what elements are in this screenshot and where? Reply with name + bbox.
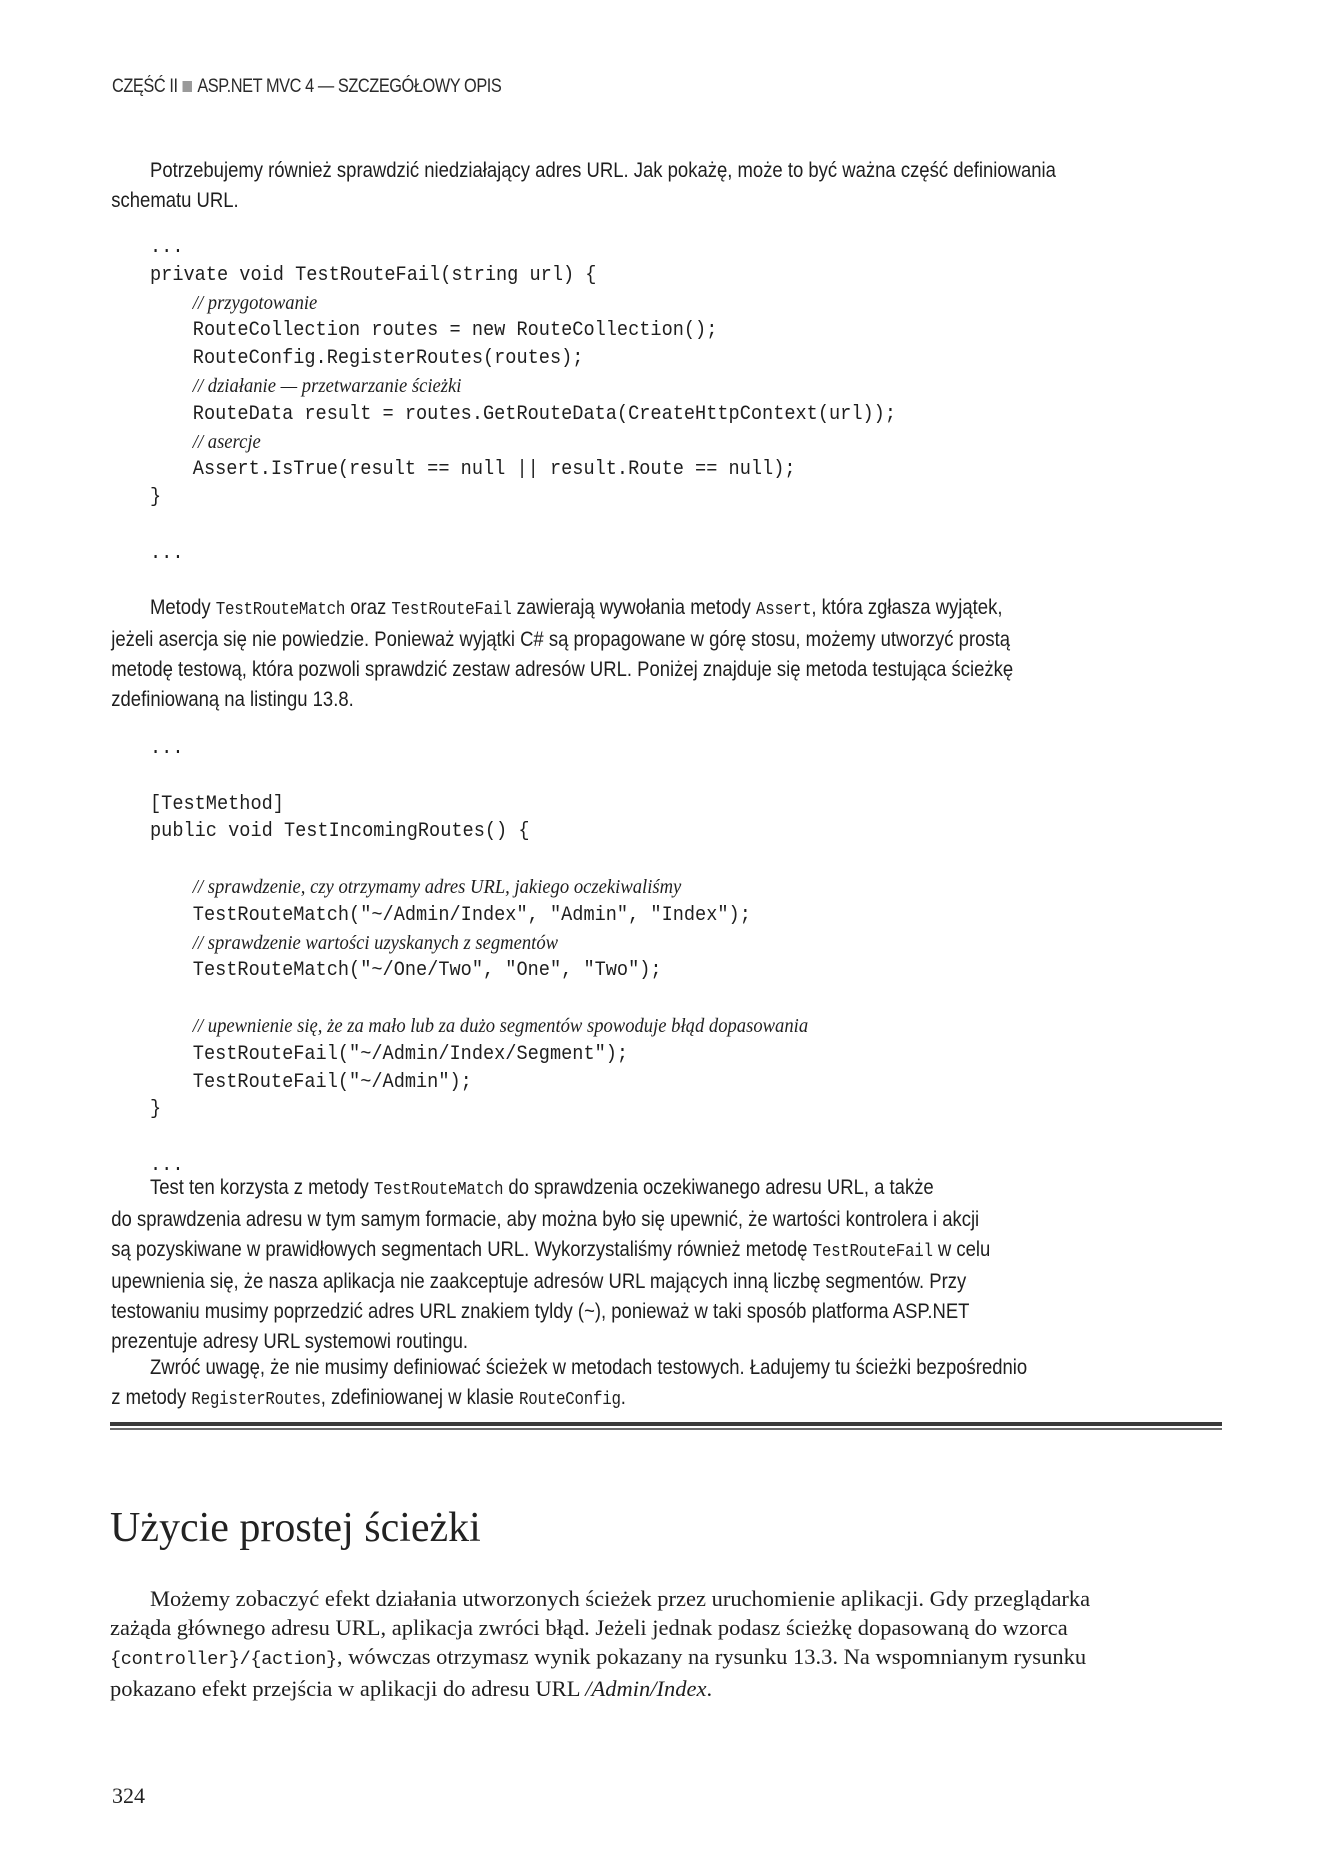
paragraph-intro [111, 156, 1180, 216]
inline-code: Assert [755, 600, 812, 620]
text-line: schematu URL. [111, 189, 239, 212]
section-divider-thin [110, 1428, 1222, 1430]
code-line: TestRouteMatch("~/One/Two", "One", "Two"); [192, 959, 662, 983]
code-comment: // przygotowanie [192, 291, 318, 314]
code-comment: // sprawdzenie, czy otrzymamy adres URL, jakiego oczekiwaliśmy [192, 875, 682, 898]
running-head-title: ASP.NET MVC 4 — SZCZEGÓŁOWY OPIS [197, 76, 502, 97]
text-line: Zwróć uwagę, że nie musimy definiować ścieżek w metodach testowych. Ładujemy tu ścieżki bezpośrednio [150, 1356, 1028, 1379]
code-line: [TestMethod] [150, 792, 284, 816]
italic-url: /Admin/Index [585, 1676, 707, 1701]
paragraph-test-explanation [111, 1173, 1180, 1357]
code-comment: // sprawdzenie wartości uzyskanych z segmentów [192, 931, 559, 954]
code-comment: // działanie — przetwarzanie ścieżki [192, 374, 462, 397]
paragraph-simple-route [110, 1584, 1230, 1703]
code-line: ... [150, 236, 184, 259]
code-line: public void TestIncomingRoutes() { [150, 820, 530, 844]
code-block-testroutefail [150, 234, 896, 568]
code-line: ... [150, 541, 184, 565]
square-bullet-icon [183, 81, 192, 92]
code-line: ... [150, 1153, 184, 1177]
text-line: zdefiniowaną na listingu 13.8. [111, 688, 354, 711]
section-title: Użycie prostej ścieżki [110, 1505, 481, 1551]
inline-code: TestRouteFail [391, 600, 512, 620]
code-line: } [150, 486, 162, 510]
inline-code: RegisterRoutes [191, 1390, 321, 1410]
text-line: zażąda głównego adresu URL, aplikacja zwróci błąd. Jeżeli jednak podasz ścieżkę dopasowaną do wzorca [110, 1615, 1068, 1640]
text-line: upewnienia się, że nasza aplikacja nie zaakceptuje adresów URL mających inną liczbę segmentów. Przy [111, 1270, 967, 1293]
text-line: jeżeli asercja się nie powiedzie. Ponieważ wyjątki C# są propagowane w górę stosu, możemy utworzyć prostą [111, 628, 1011, 651]
running-head [112, 76, 501, 98]
code-line: TestRouteFail("~/Admin"); [192, 1070, 472, 1094]
code-line: RouteData result = routes.GetRouteData(CreateHttpContext(url)); [192, 402, 896, 426]
code-line: RouteCollection routes = new RouteCollection(); [192, 319, 718, 343]
text-line: prezentuje adresy URL systemowi routingu. [111, 1330, 469, 1353]
code-line: } [150, 1098, 162, 1122]
text-line: {controller}/{action}, wówczas otrzymasz wynik pokazany na rysunku 13.3. Na wspomnianym rysunku [110, 1644, 1087, 1670]
code-line: TestRouteFail("~/Admin/Index/Segment"); [192, 1042, 629, 1066]
text-line: Możemy zobaczyć efekt działania utworzonych ścieżek przez uruchomienie aplikacji. Gdy przeglądarka [150, 1586, 1091, 1611]
code-comment: // upewnienie się, że za mało lub za dużo segmentów spowoduje błąd dopasowania [192, 1014, 809, 1037]
code-line [150, 846, 808, 874]
section-divider-thick [110, 1422, 1222, 1426]
text-line: do sprawdzenia adresu w tym samym formacie, aby można było się upewnić, że wartości kontrolera i akcji [111, 1208, 980, 1231]
code-comment: // asercje [192, 430, 261, 453]
code-line: TestRouteMatch("~/Admin/Index", "Admin", "Index"); [192, 903, 751, 927]
text-line: testowaniu musimy poprzedzić adres URL znakiem tyldy (~), ponieważ w taki sposób platforma ASP.NET [111, 1300, 970, 1323]
text-line: Metody TestRouteMatch oraz TestRouteFail zawierają wywołania metody Assert, która zgłasza wyjątek, [150, 596, 1003, 620]
code-line: RouteConfig.RegisterRoutes(routes); [192, 347, 584, 371]
code-line [150, 1124, 808, 1152]
inline-code: TestRouteMatch [373, 1180, 504, 1200]
code-line [150, 985, 808, 1013]
code-line: ... [150, 737, 184, 760]
inline-code: {controller}/{action} [110, 1649, 337, 1670]
text-line: metodę testową, która pozwoli sprawdzić zestaw adresów URL. Poniżej znajduje się metoda testująca ścieżkę [111, 658, 1014, 681]
code-line: Assert.IsTrue(result == null || result.Route == null); [192, 458, 796, 482]
code-line [150, 763, 808, 791]
text-line: są pozyskiwane w prawidłowych segmentach URL. Wykorzystaliśmy również metodę TestRouteFail w celu [111, 1238, 991, 1262]
text-line: z metody RegisterRoutes, zdefiniowanej w klasie RouteConfig. [111, 1386, 626, 1410]
inline-code: RouteConfig [519, 1390, 621, 1410]
text-line: Test ten korzysta z metody TestRouteMatch do sprawdzenia oczekiwanego adresu URL, a także [150, 1176, 934, 1200]
code-line [150, 512, 896, 540]
text-line: pokazano efekt przejścia w aplikacji do adresu URL /Admin/Index. [110, 1676, 713, 1701]
page-number: 324 [112, 1783, 145, 1808]
paragraph-note [111, 1353, 1180, 1415]
running-head-part: CZĘŚĆ II [112, 76, 178, 97]
text-line: Potrzebujemy również sprawdzić niedziałający adres URL. Jak pokażę, może to być ważna część definiowania [150, 159, 1056, 182]
code-block-testincomingroutes [150, 735, 808, 1180]
inline-code: TestRouteMatch [215, 600, 346, 620]
paragraph-methods [111, 593, 1180, 715]
inline-code: TestRouteFail [812, 1242, 933, 1262]
code-line: private void TestRouteFail(string url) { [150, 263, 597, 287]
